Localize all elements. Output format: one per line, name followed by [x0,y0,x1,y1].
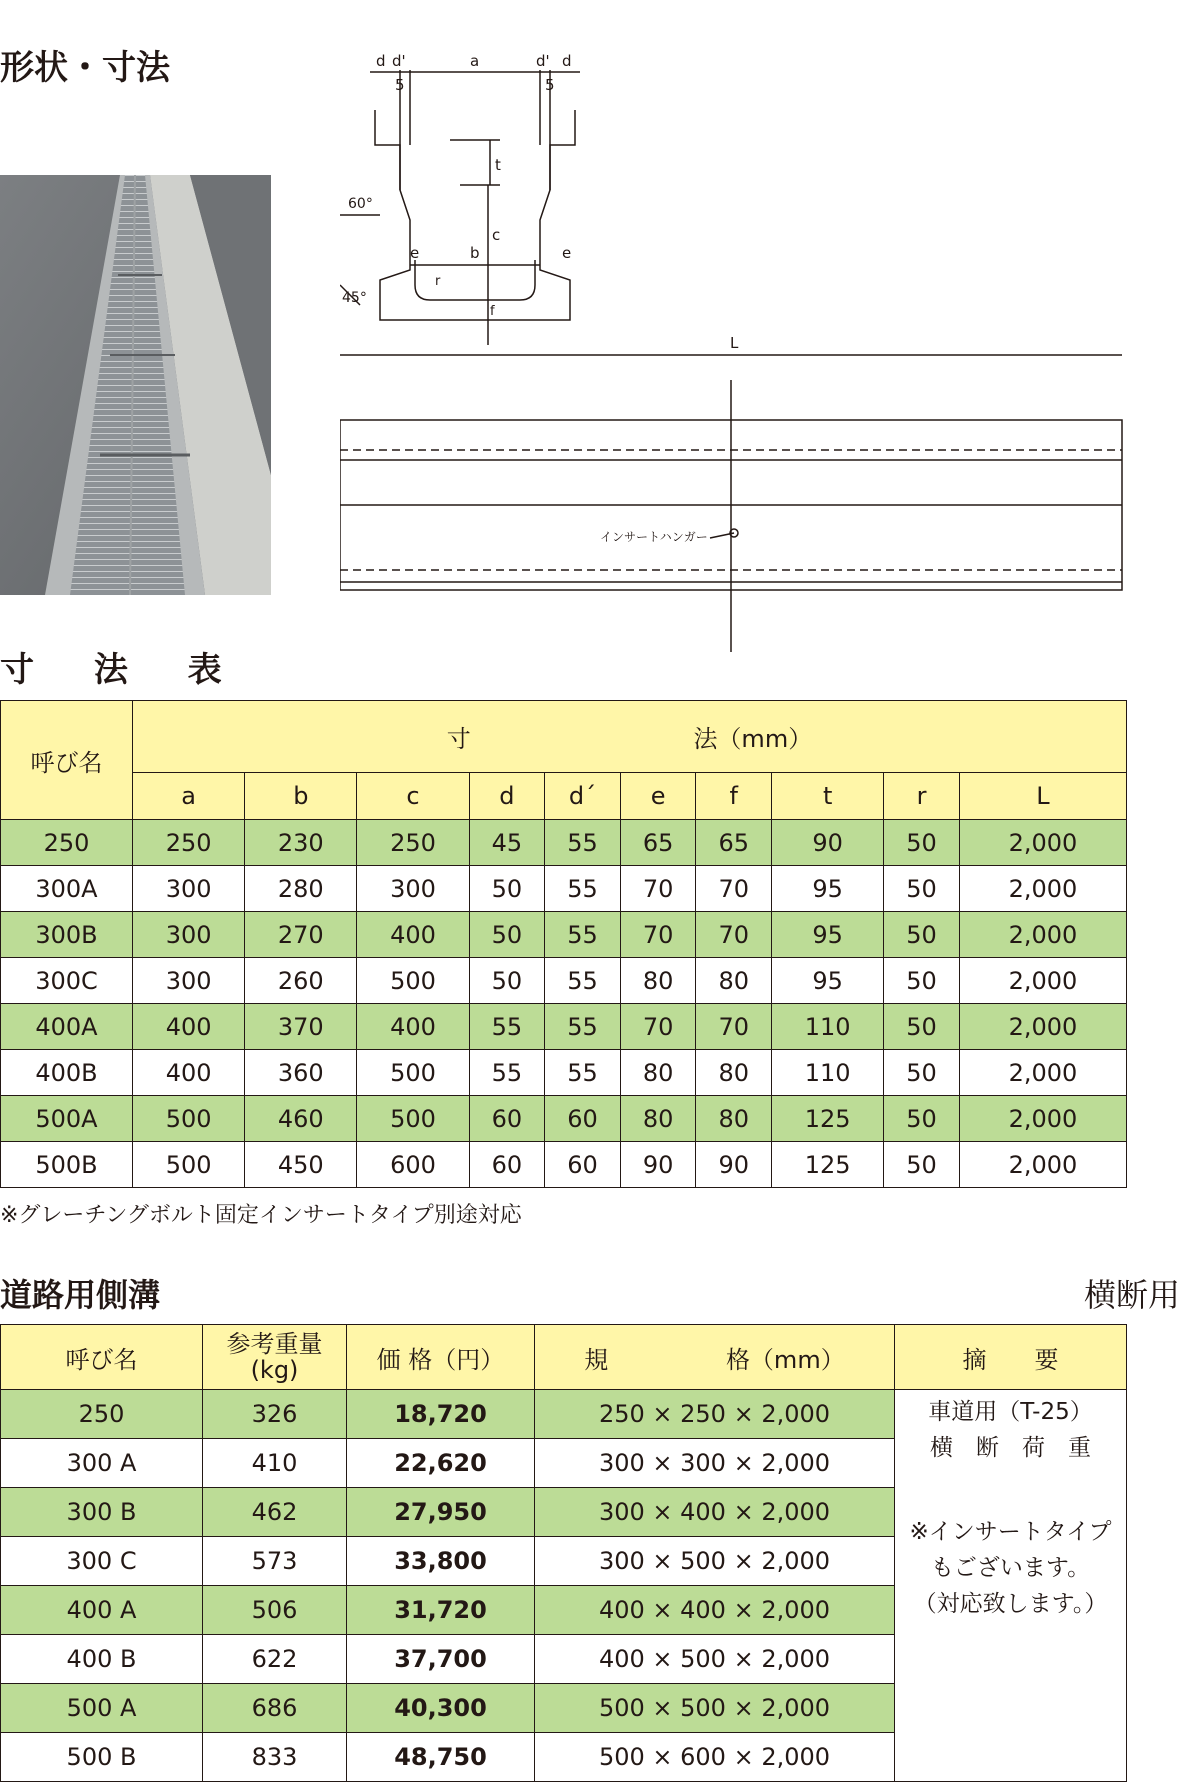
dim-col-header: d´ [545,773,621,820]
dim-col-header: f [696,773,772,820]
dim-cell: 60 [469,1142,545,1188]
dim-cell: 110 [772,1004,884,1050]
dim-span-header [133,701,1127,773]
dim-header-left: 寸 [446,725,471,754]
price-name-header: 呼び名 [1,1325,203,1390]
dim-cell: 65 [620,820,696,866]
dim-table-row [1,1096,1127,1142]
price-table-row [1,1390,1127,1439]
dimension-table [0,700,1127,1188]
dim-cell: 55 [545,912,621,958]
dim-cell: 50 [884,958,960,1004]
price-row-weight: 326 [203,1390,347,1439]
dim-cell: 2,000 [959,1142,1126,1188]
dim-cell: 55 [545,1004,621,1050]
section-title-dimension-table: 寸 法 表 [0,650,246,690]
dim-row-name: 300B [1,912,133,958]
dim-cell: 230 [245,820,357,866]
dim-cell: 60 [545,1096,621,1142]
price-header-row [1,1325,1127,1390]
dim-row-name: 400B [1,1050,133,1096]
dim-table-row [1,1050,1127,1096]
side-view-drawing [340,334,1122,652]
dim-cell: 60 [545,1142,621,1188]
photo-illustration [0,175,271,595]
dim-cell: 90 [696,1142,772,1188]
dim-cell: 400 [357,1004,469,1050]
dim-cell: 2,000 [959,1004,1126,1050]
dim-cell: 50 [469,912,545,958]
dim-name-header: 呼び名 [1,701,133,820]
label-d: d [376,52,386,70]
dim-cell: 500 [357,1096,469,1142]
remarks-line-1: 車道用（T-25） [928,1399,1093,1425]
price-row-weight: 573 [203,1537,347,1586]
dim-cell: 500 [133,1142,245,1188]
dim-cell: 70 [696,1004,772,1050]
spec-header-left: 規 [584,1345,609,1374]
remarks-line-3: ※インサートタイプ [909,1519,1112,1545]
price-remarks [895,1390,1127,1782]
label-e-r: e [562,244,572,262]
dim-cell: 50 [884,1096,960,1142]
label-c: c [492,226,501,244]
dim-cell: 80 [620,958,696,1004]
dim-cell: 80 [696,1096,772,1142]
remarks-line-2: 横 断 荷 重 [930,1435,1091,1461]
price-row-weight: 686 [203,1684,347,1733]
dim-cell: 65 [696,820,772,866]
dim-cell: 70 [620,912,696,958]
dim-table-row [1,820,1127,866]
dim-cell: 90 [772,820,884,866]
dim-cell: 500 [357,1050,469,1096]
price-row-price: 33,800 [347,1537,535,1586]
label-f: f [490,304,495,319]
dim-cell: 50 [884,1050,960,1096]
price-table [0,1324,1127,1782]
dim-cell: 50 [884,866,960,912]
dim-cell: 360 [245,1050,357,1096]
dim-cell: 450 [245,1142,357,1188]
price-row-name: 400 B [1,1635,203,1684]
dim-cell: 2,000 [959,1096,1126,1142]
price-row-name: 500 B [1,1733,203,1782]
dim-cell: 55 [545,866,621,912]
label-r: r [435,274,441,289]
dim-cell: 95 [772,866,884,912]
dim-cell: 55 [545,958,621,1004]
dim-cell: 500 [357,958,469,1004]
dim-cell: 80 [620,1096,696,1142]
dim-cell: 70 [696,912,772,958]
price-row-weight: 622 [203,1635,347,1684]
price-row-spec: 300 × 400 × 2,000 [535,1488,895,1537]
price-row-spec: 300 × 500 × 2,000 [535,1537,895,1586]
price-row-price: 27,950 [347,1488,535,1537]
section-title-road: 道路用側溝 [0,1276,161,1314]
dim-cell: 55 [545,820,621,866]
dim-col-header: a [133,773,245,820]
dim-cell: 70 [620,1004,696,1050]
dim-cell: 90 [620,1142,696,1188]
dim-cell: 45 [469,820,545,866]
dim-cell: 280 [245,866,357,912]
dim-col-header: b [245,773,357,820]
price-row-name: 400 A [1,1586,203,1635]
dim-cell: 2,000 [959,912,1126,958]
dim-cell: 50 [469,866,545,912]
price-row-price: 37,700 [347,1635,535,1684]
price-row-spec: 500 × 500 × 2,000 [535,1684,895,1733]
dim-cell: 2,000 [959,958,1126,1004]
dim-col-header: d [469,773,545,820]
dim-row-name: 250 [1,820,133,866]
label-t: t [495,156,501,174]
dim-cell: 50 [884,1142,960,1188]
dim-header-row [1,701,1127,773]
label-L: L [730,334,739,352]
label-60: 60° [348,196,373,212]
spec-header-right: 格（mm） [725,1345,845,1374]
dim-cell: 60 [469,1096,545,1142]
dim-row-name: 500B [1,1142,133,1188]
dim-cell: 2,000 [959,866,1126,912]
price-row-name: 300 B [1,1488,203,1537]
dim-table-row [1,1142,1127,1188]
price-row-spec: 400 × 500 × 2,000 [535,1635,895,1684]
technical-drawing [340,40,1140,660]
price-spec-header [535,1325,895,1390]
dim-cell: 300 [133,866,245,912]
price-row-price: 48,750 [347,1733,535,1782]
price-row-weight: 410 [203,1439,347,1488]
dim-table-row [1,958,1127,1004]
dim-table-row [1,912,1127,958]
dim-cell: 300 [133,912,245,958]
dim-cell: 110 [772,1050,884,1096]
weight-header-line1: 参考重量 [226,1330,323,1358]
label-e: e [410,244,420,262]
label-d-prime: d' [392,52,406,70]
dim-col-header: r [884,773,960,820]
dim-cell: 50 [884,912,960,958]
price-table-body [1,1390,1127,1782]
price-row-weight: 462 [203,1488,347,1537]
price-row-price: 40,300 [347,1684,535,1733]
dim-table-row [1,866,1127,912]
price-price-header: 価 格（円） [347,1325,535,1390]
dim-cell: 80 [696,958,772,1004]
price-row-price: 18,720 [347,1390,535,1439]
dim-cell: 400 [133,1004,245,1050]
dim-cell: 95 [772,958,884,1004]
label-d-r: d [562,52,572,70]
dim-row-name: 500A [1,1096,133,1142]
dim-cell: 95 [772,912,884,958]
cross-section-drawing [340,52,580,345]
dim-cell: 250 [357,820,469,866]
price-row-spec: 500 × 600 × 2,000 [535,1733,895,1782]
remarks-line-4: もございます。 [930,1555,1091,1581]
dim-row-name: 400A [1,1004,133,1050]
price-row-price: 22,620 [347,1439,535,1488]
dim-cell: 250 [133,820,245,866]
remarks-line-5: （対応致します。） [913,1591,1108,1617]
label-45: 45° [342,290,367,306]
price-weight-header [203,1325,347,1390]
price-row-weight: 833 [203,1733,347,1782]
dim-col-header: c [357,773,469,820]
price-row-name: 300 A [1,1439,203,1488]
section-subtitle-crossing: 横断用 [1083,1276,1180,1314]
dim-cell: 125 [772,1096,884,1142]
label-b: b [470,244,480,262]
dim-cell: 2,000 [959,1050,1126,1096]
label-five-r: 5 [545,76,555,94]
dim-cell: 300 [133,958,245,1004]
dim-cell: 50 [469,958,545,1004]
price-row-spec: 300 × 300 × 2,000 [535,1439,895,1488]
dim-row-name: 300C [1,958,133,1004]
label-a: a [470,52,480,70]
dim-table-body [1,820,1127,1188]
price-row-price: 31,720 [347,1586,535,1635]
dim-cell: 55 [469,1050,545,1096]
price-row-name: 300 C [1,1537,203,1586]
price-row-weight: 506 [203,1586,347,1635]
dim-col-header: L [959,773,1126,820]
dim-table-note: ※グレーチングボルト固定インサートタイプ別途対応 [0,1203,522,1228]
dim-cell: 300 [357,866,469,912]
price-row-spec: 400 × 400 × 2,000 [535,1586,895,1635]
dim-cell: 80 [696,1050,772,1096]
label-d-prime-r: d' [536,52,550,70]
dim-cell: 125 [772,1142,884,1188]
remarks-spacer [895,1466,1126,1514]
price-row-name: 250 [1,1390,203,1439]
price-remarks-header: 摘 要 [895,1325,1127,1390]
dim-cell: 600 [357,1142,469,1188]
dim-cell: 70 [696,866,772,912]
dim-cell: 80 [620,1050,696,1096]
dim-cell: 460 [245,1096,357,1142]
dim-cell: 50 [884,1004,960,1050]
dim-cell: 260 [245,958,357,1004]
dim-cell: 400 [357,912,469,958]
dim-col-header: e [620,773,696,820]
dim-header-right: 法（mm） [693,725,813,754]
dim-cell: 370 [245,1004,357,1050]
dim-cell: 50 [884,820,960,866]
section-title-shape: 形状・寸法 [0,48,170,88]
dim-cell: 55 [469,1004,545,1050]
price-row-spec: 250 × 250 × 2,000 [535,1390,895,1439]
dim-cell: 55 [545,1050,621,1096]
weight-header-line2: (kg) [250,1356,299,1384]
product-photo [0,175,271,595]
dim-column-header-row [1,773,1127,820]
dim-cell: 2,000 [959,820,1126,866]
dim-cell: 400 [133,1050,245,1096]
label-insert-hanger: インサートハンガー [600,530,708,544]
dim-col-header: t [772,773,884,820]
dim-table-row [1,1004,1127,1050]
dim-cell: 500 [133,1096,245,1142]
dim-cell: 70 [620,866,696,912]
dim-cell: 270 [245,912,357,958]
dim-row-name: 300A [1,866,133,912]
price-row-name: 500 A [1,1684,203,1733]
label-five: 5 [395,76,405,94]
